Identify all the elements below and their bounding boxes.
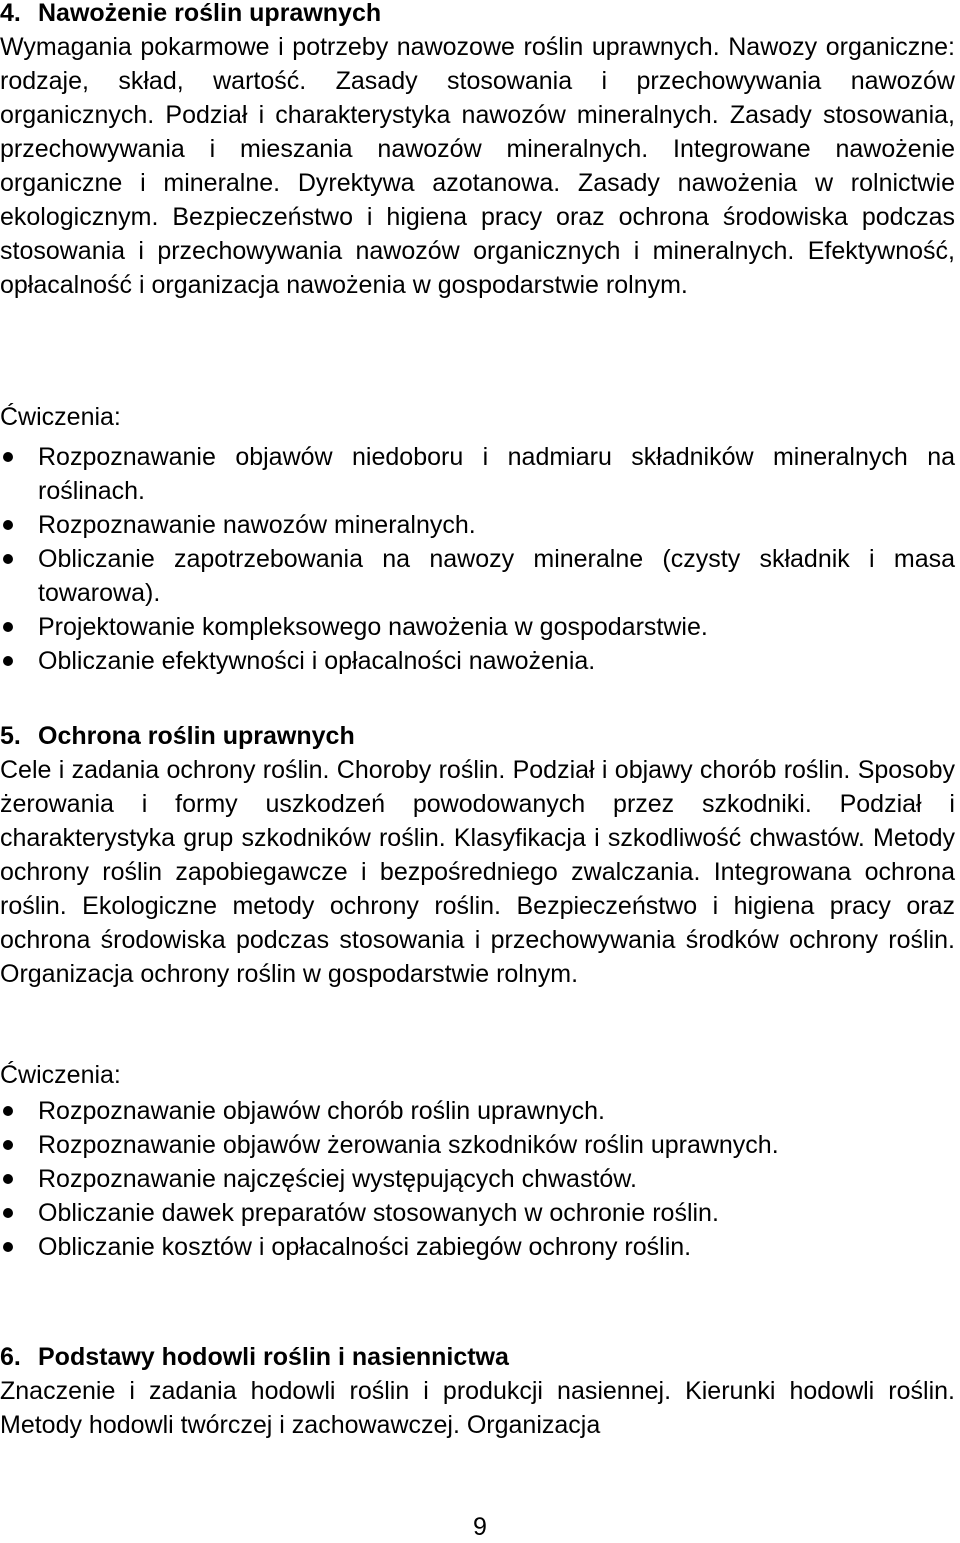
- list-item: Obliczanie zapotrzebowania na nawozy mineralne (czysty składnik i masa towarowa).: [0, 542, 955, 610]
- section-number: 5.: [0, 722, 21, 750]
- bullet-icon: [3, 520, 13, 530]
- section-heading-4: [0, 0, 381, 30]
- section-body-5: Cele i zadania ochrony roślin. Choroby roślin. Podział i objawy chorób roślin. Sposoby żerowania i formy uszkodzeń powodowanych przez szkodniki. Podział i charakterystyka grup szkodników roślin. Klasyfikacja i szkodliwość chwastów. Metody ochrony roślin zapobiegawcze i bezpośredniego zwalczania. Integrowana ochrona roślin. Ekologiczne metody ochrony roślin. Bezpieczeństwo i higiena pracy oraz ochrona środowiska podczas stosowania i przechowywania środków ochrony roślin. Organizacja ochrony roślin w gospodarstwie rolnym.: [0, 756, 955, 988]
- list-item: Rozpoznawanie nawozów mineralnych.: [0, 508, 955, 542]
- exercises-list-5: [0, 1094, 955, 1264]
- section-number: 4.: [0, 0, 21, 27]
- bullet-icon: [3, 1140, 13, 1150]
- bullet-icon: [3, 1208, 13, 1218]
- section-title: Nawożenie roślin uprawnych: [38, 0, 382, 27]
- section-heading-5: [0, 719, 355, 753]
- section-number: 6.: [0, 1343, 21, 1371]
- bullet-icon: [3, 554, 13, 564]
- bullet-icon: [3, 656, 13, 666]
- list-item: Obliczanie kosztów i opłacalności zabiegów ochrony roślin.: [0, 1230, 955, 1264]
- bullet-icon: [3, 1106, 13, 1116]
- bullet-icon: [3, 452, 13, 462]
- page-number: 9: [473, 1513, 487, 1541]
- exercises-label-5: Ćwiczenia:: [0, 1061, 121, 1089]
- list-item: Rozpoznawanie najczęściej występujących chwastów.: [0, 1162, 955, 1196]
- list-item: Projektowanie kompleksowego nawożenia w gospodarstwie.: [0, 610, 955, 644]
- bullet-icon: [3, 1242, 13, 1252]
- section-title: Ochrona roślin uprawnych: [38, 722, 355, 750]
- section-heading-6: [0, 1340, 509, 1374]
- list-item: Obliczanie efektywności i opłacalności nawożenia.: [0, 644, 955, 678]
- exercises-list-4: [0, 440, 955, 678]
- exercises-label-4: Ćwiczenia:: [0, 403, 121, 431]
- section-body-6: Znaczenie i zadania hodowli roślin i produkcji nasiennej. Kierunki hodowli roślin. Metody hodowli twórczej i zachowawczej. Organizacja: [0, 1377, 955, 1439]
- list-item: Obliczanie dawek preparatów stosowanych w ochronie roślin.: [0, 1196, 955, 1230]
- list-item: Rozpoznawanie objawów chorób roślin uprawnych.: [0, 1094, 955, 1128]
- bullet-icon: [3, 622, 13, 632]
- list-item: Rozpoznawanie objawów żerowania szkodników roślin uprawnych.: [0, 1128, 955, 1162]
- section-body-4: Wymagania pokarmowe i potrzeby nawozowe roślin uprawnych. Nawozy organiczne: rodzaje, skład, wartość. Zasady stosowania i przechowywania nawozów organicznych. Podział i charakterystyka nawozów mineralnych. Zasady stosowania, przechowywania i mieszania nawozów mineralnych. Integrowane nawożenie organiczne i mineralne. Dyrektywa azotanowa. Zasady nawożenia w rolnictwie ekologicznym. Bezpieczeństwo i higiena pracy oraz ochrona środowiska podczas stosowania i przechowywania nawozów organicznych i mineralnych. Efektywność, opłacalność i organizacja nawożenia w gospodarstwie rolnym.: [0, 33, 955, 299]
- section-title: Podstawy hodowli roślin i nasiennictwa: [38, 1343, 509, 1371]
- list-item: Rozpoznawanie objawów niedoboru i nadmiaru składników mineralnych na roślinach.: [0, 440, 955, 508]
- bullet-icon: [3, 1174, 13, 1184]
